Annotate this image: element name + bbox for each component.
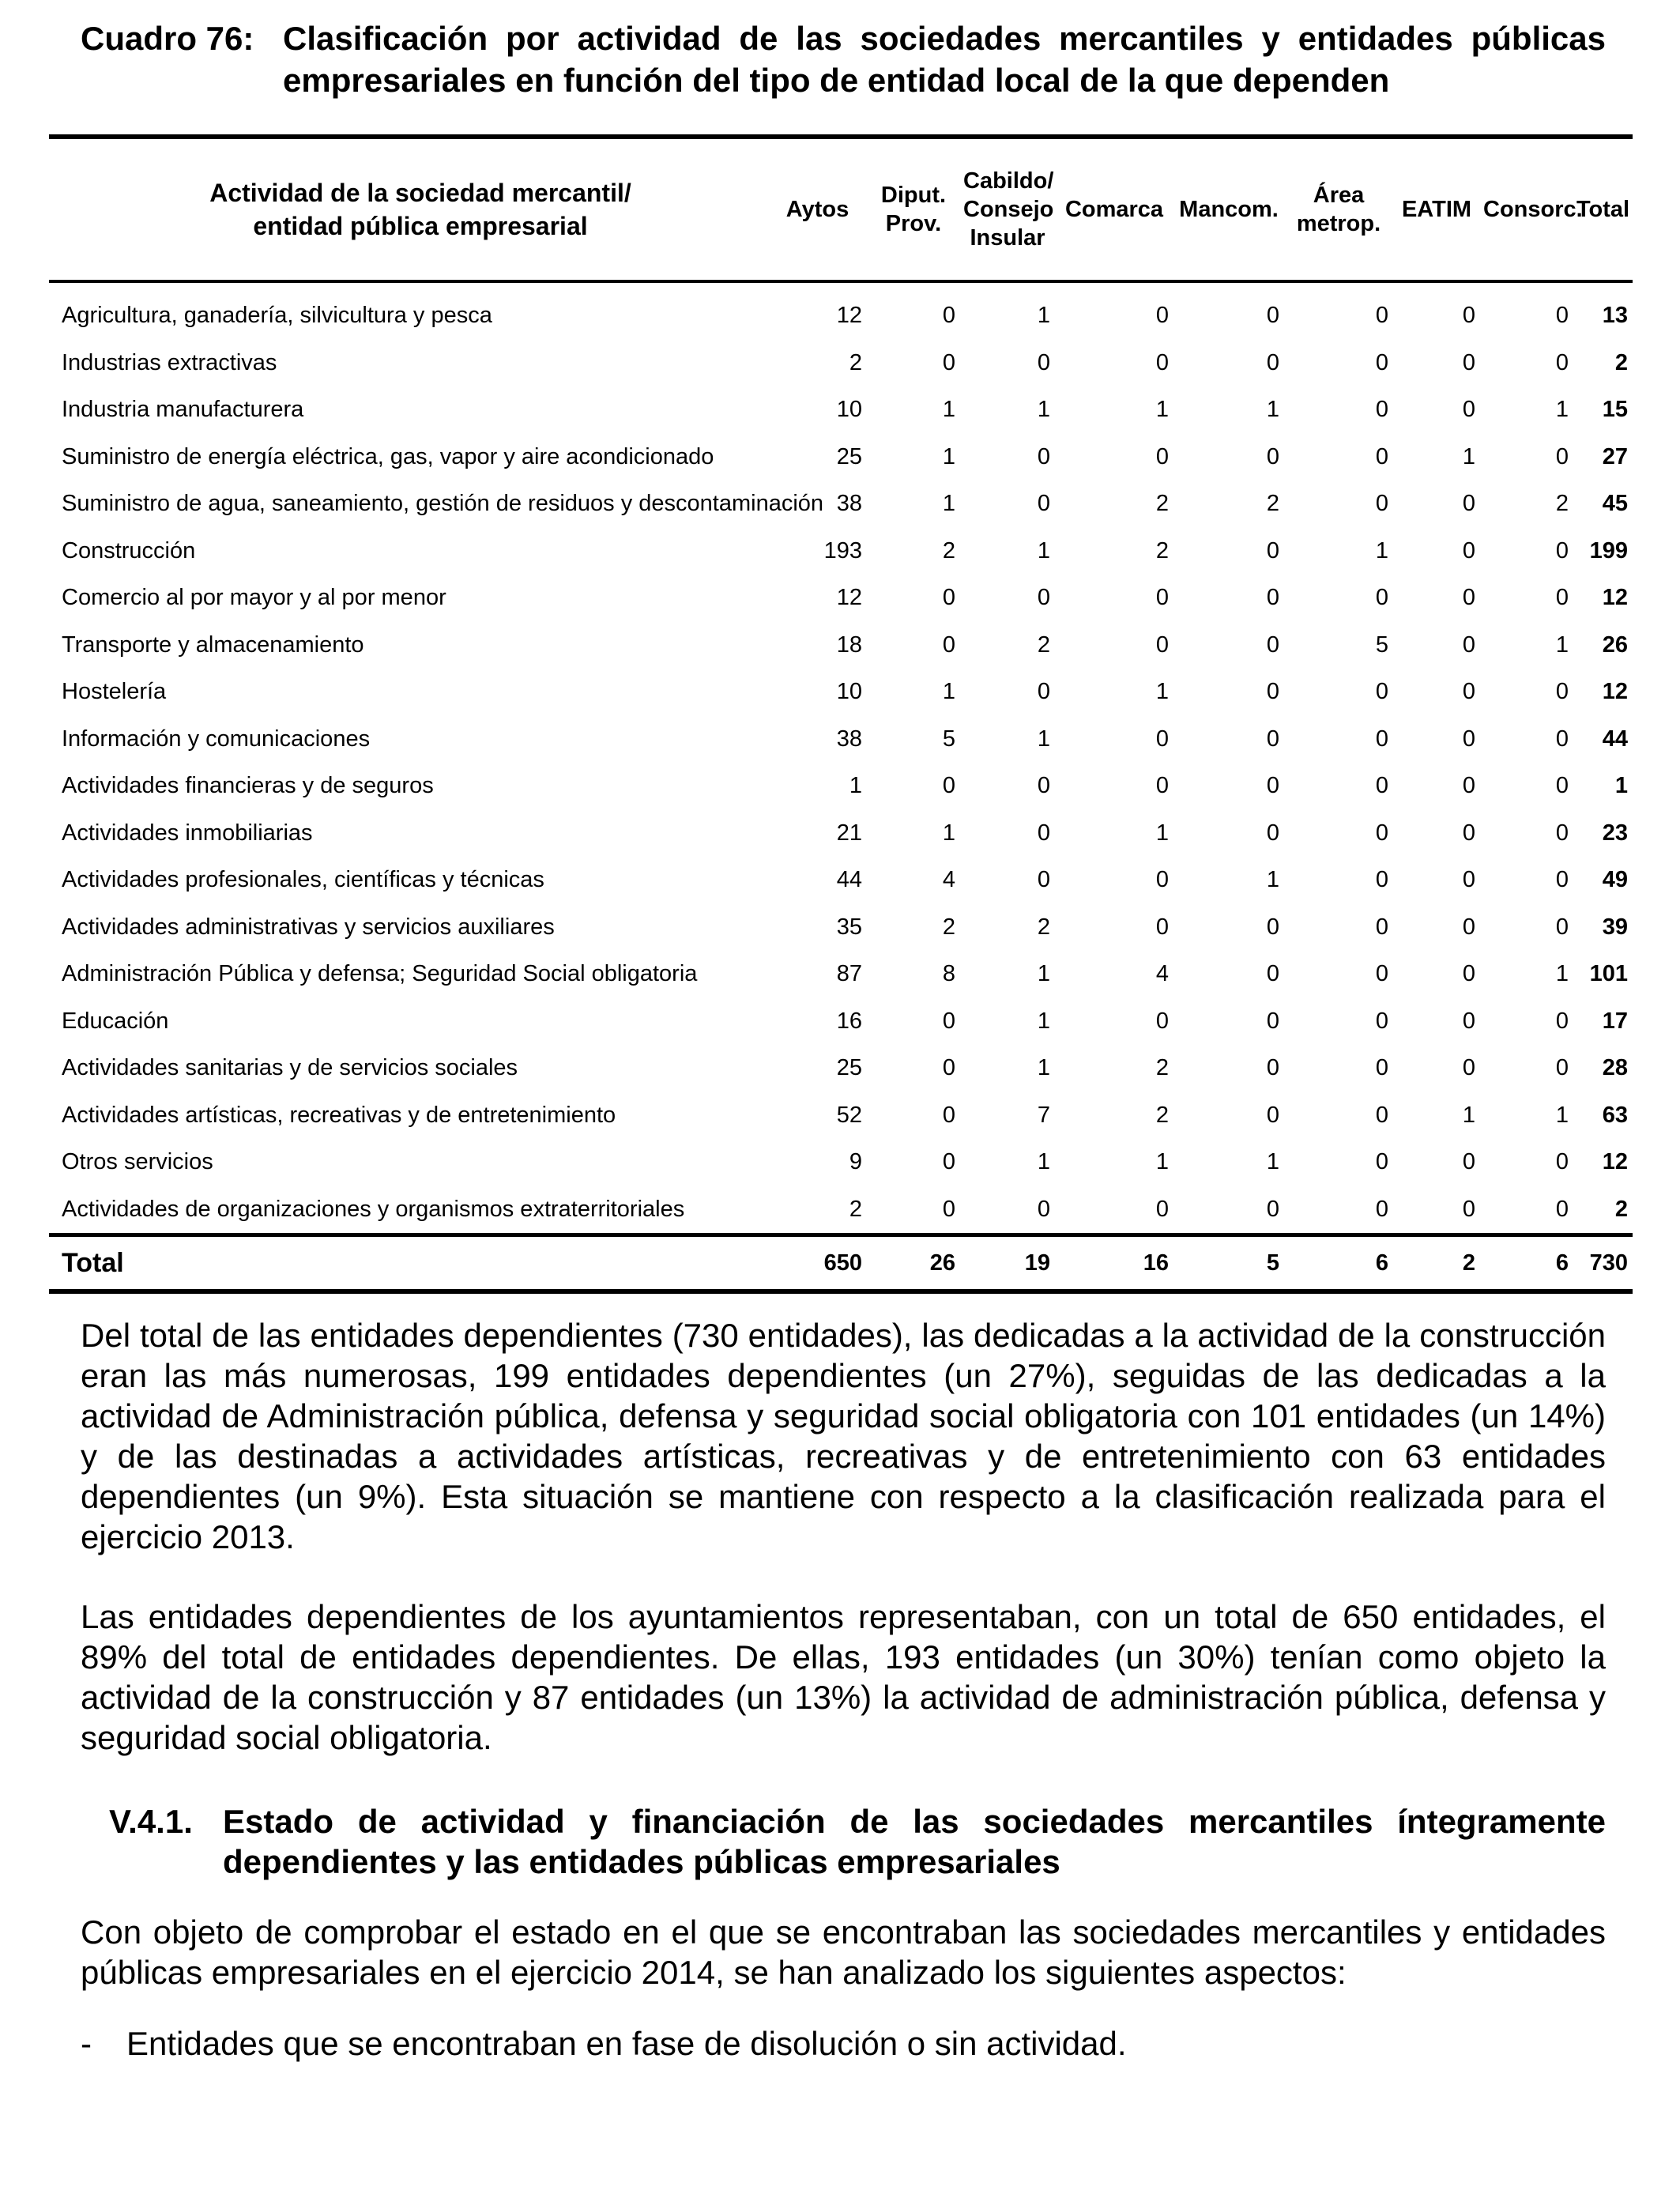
row-value-cell: 1 bbox=[1462, 1102, 1475, 1128]
row-value-cell: 1 bbox=[1155, 679, 1169, 705]
header-diput-line1: Diput. bbox=[880, 183, 947, 208]
total-cell: 2 bbox=[1393, 1235, 1480, 1292]
section-title: Estado de actividad y financiación de las sociedades mercantiles íntegramente dependientes y las entidades públicas empresariales bbox=[223, 1803, 1606, 1880]
row-value-cell: 2 bbox=[1266, 491, 1279, 517]
row-value-cell: 0 bbox=[1462, 679, 1475, 705]
row-value-cell: 0 bbox=[1266, 961, 1279, 987]
row-value-cell: 0 bbox=[1037, 491, 1050, 517]
row-value-cell: 1 bbox=[1375, 537, 1388, 564]
row-value-cell: 0 bbox=[1266, 443, 1279, 469]
row-value-cell: 0 bbox=[1155, 773, 1169, 799]
row-value-cell: 0 bbox=[1555, 679, 1569, 705]
row-value-cell: 0 bbox=[1462, 961, 1475, 987]
row-value-cell: 9 bbox=[849, 1149, 862, 1175]
row-value-cell: 2 bbox=[1155, 1055, 1169, 1081]
row-value-cell: 2 bbox=[1555, 491, 1569, 517]
row-total-cell: 2 bbox=[1614, 349, 1628, 375]
row-value-cell: 0 bbox=[1375, 867, 1388, 893]
row-value-cell: 0 bbox=[1266, 1102, 1279, 1128]
row-value-cell: 0 bbox=[1266, 1055, 1279, 1081]
bullet-item bbox=[81, 2023, 1606, 2064]
row-value-cell: 0 bbox=[1375, 773, 1388, 799]
row-value-cell: 16 bbox=[836, 1008, 862, 1034]
section-number: V.4.1. bbox=[109, 1803, 193, 1840]
row-value-cell: 0 bbox=[942, 1102, 955, 1128]
row-value-cell: 0 bbox=[1375, 1196, 1388, 1222]
row-value-cell: 8 bbox=[942, 961, 955, 987]
row-value-cell: 0 bbox=[1462, 303, 1475, 329]
row-value-cell: 0 bbox=[1462, 491, 1475, 517]
row-value-cell: 0 bbox=[1155, 303, 1169, 329]
row-value-cell: 1 bbox=[1037, 1149, 1050, 1175]
row-activity-label: Actividades inmobiliarias bbox=[62, 820, 313, 846]
row-value-cell: 0 bbox=[1375, 679, 1388, 705]
row-value-cell: 1 bbox=[849, 773, 862, 799]
caption-title: Clasificación por actividad de las sociedades mercantiles y entidades públicas empresariales en función del tipo de entidad local de la que dependen bbox=[283, 20, 1606, 99]
row-value-cell: 1 bbox=[1037, 303, 1050, 329]
row-value-cell: 1 bbox=[942, 397, 955, 423]
row-value-cell: 1 bbox=[1155, 1149, 1169, 1175]
activity-table bbox=[49, 134, 1633, 1294]
row-value-cell: 0 bbox=[1375, 491, 1388, 517]
bullet-text: Entidades que se encontraban en fase de disolución o sin actividad. bbox=[126, 2025, 1127, 2062]
row-value-cell: 0 bbox=[942, 349, 955, 375]
header-area-line2: metrop. bbox=[1296, 211, 1381, 236]
table-caption bbox=[81, 17, 1606, 101]
total-cell: 26 bbox=[867, 1235, 960, 1292]
row-total-cell: 39 bbox=[1602, 914, 1628, 940]
table-row bbox=[49, 1045, 1633, 1092]
row-value-cell: 2 bbox=[1155, 1102, 1169, 1128]
row-value-cell: 0 bbox=[1266, 820, 1279, 846]
row-value-cell: 2 bbox=[1037, 914, 1050, 940]
row-value-cell: 4 bbox=[1155, 961, 1169, 987]
row-value-cell: 0 bbox=[1266, 773, 1279, 799]
header-cabildo-line1: Cabildo/ bbox=[963, 168, 1054, 194]
row-value-cell: 1 bbox=[942, 679, 955, 705]
paragraph-ayuntamientos: Las entidades dependientes de los ayuntamientos representaban, con un total de 650 entidades, el 89% del total de entidades dependientes. De ellas, 193 entidades (un 30%) tenían como objeto la actividad de la construcción y 87 entidades (un 13%) la actividad de administración pública, defensa y seguridad social obligatoria. bbox=[81, 1598, 1606, 1756]
table-row bbox=[49, 1092, 1633, 1140]
row-activity-label: Educación bbox=[62, 1008, 169, 1034]
row-value-cell: 35 bbox=[836, 914, 862, 940]
row-activity-label: Actividades administrativas y servicios auxiliares bbox=[62, 914, 555, 940]
table-row bbox=[49, 810, 1633, 858]
row-activity-label: Industrias extractivas bbox=[62, 349, 277, 375]
row-value-cell: 0 bbox=[1375, 1008, 1388, 1034]
row-value-cell: 0 bbox=[942, 773, 955, 799]
row-value-cell: 0 bbox=[1155, 726, 1169, 752]
row-value-cell: 0 bbox=[1462, 585, 1475, 611]
row-value-cell: 0 bbox=[1375, 820, 1388, 846]
row-value-cell: 0 bbox=[1462, 914, 1475, 940]
row-value-cell: 0 bbox=[1375, 961, 1388, 987]
row-value-cell: 0 bbox=[1375, 726, 1388, 752]
row-value-cell: 0 bbox=[1555, 867, 1569, 893]
row-activity-label: Otros servicios bbox=[62, 1149, 213, 1175]
row-value-cell: 1 bbox=[1555, 961, 1569, 987]
header-total: Total bbox=[1573, 137, 1633, 281]
row-value-cell: 25 bbox=[836, 1055, 862, 1081]
row-value-cell: 0 bbox=[1155, 631, 1169, 658]
row-value-cell: 0 bbox=[1375, 443, 1388, 469]
table-row bbox=[49, 998, 1633, 1046]
total-cell: 19 bbox=[960, 1235, 1055, 1292]
row-activity-label: Agricultura, ganadería, silvicultura y pesca bbox=[62, 303, 492, 329]
row-activity-label: Transporte y almacenamiento bbox=[62, 631, 364, 658]
row-activity-label: Construcción bbox=[62, 537, 196, 564]
paragraph-summary: Del total de las entidades dependientes (730 entidades), las dedicadas a la actividad de la construcción eran las más numerosas, 199 entidades dependientes (un 27%), seguidas de las dedicadas a la actividad de Administración pública, defensa y seguridad social obligatoria con 101 entidades (un 14%) y de las destinadas a actividades artísticas, recreativas y de entretenimiento con 63 entidades dependientes (un 9%). Esta situación se mantiene con respecto a la clasificación realizada para el ejercicio 2013. bbox=[81, 1317, 1606, 1555]
row-activity-label: Hostelería bbox=[62, 679, 167, 705]
row-value-cell: 0 bbox=[1555, 349, 1569, 375]
row-value-cell: 1 bbox=[1037, 726, 1050, 752]
row-value-cell: 0 bbox=[1462, 1149, 1475, 1175]
row-value-cell: 12 bbox=[836, 585, 862, 611]
row-value-cell: 0 bbox=[1555, 1055, 1569, 1081]
row-value-cell: 0 bbox=[942, 585, 955, 611]
table-row bbox=[49, 281, 1633, 340]
row-value-cell: 0 bbox=[1555, 1149, 1569, 1175]
row-value-cell: 10 bbox=[836, 679, 862, 705]
row-value-cell: 0 bbox=[1375, 585, 1388, 611]
row-value-cell: 0 bbox=[1462, 1055, 1475, 1081]
header-activity-line1: Actividad de la sociedad mercantil/ bbox=[209, 179, 631, 207]
header-diput bbox=[867, 137, 960, 281]
row-value-cell: 2 bbox=[849, 1196, 862, 1222]
row-value-cell: 0 bbox=[1037, 679, 1050, 705]
table-row bbox=[49, 434, 1633, 481]
row-value-cell: 0 bbox=[1462, 397, 1475, 423]
row-value-cell: 0 bbox=[1155, 1008, 1169, 1034]
row-total-cell: 15 bbox=[1602, 397, 1628, 423]
row-value-cell: 0 bbox=[1555, 726, 1569, 752]
row-value-cell: 10 bbox=[836, 397, 862, 423]
row-value-cell: 0 bbox=[1037, 585, 1050, 611]
row-value-cell: 1 bbox=[1266, 397, 1279, 423]
row-activity-label: Información y comunicaciones bbox=[62, 726, 371, 752]
row-activity-label: Industria manufacturera bbox=[62, 397, 304, 423]
header-activity-line2: entidad pública empresarial bbox=[253, 212, 588, 240]
row-value-cell: 1 bbox=[1555, 631, 1569, 658]
row-value-cell: 0 bbox=[942, 1055, 955, 1081]
row-total-cell: 1 bbox=[1614, 773, 1628, 799]
row-value-cell: 18 bbox=[836, 631, 862, 658]
table-row bbox=[49, 669, 1633, 716]
row-value-cell: 0 bbox=[942, 1149, 955, 1175]
row-value-cell: 1 bbox=[1555, 1102, 1569, 1128]
row-total-cell: 49 bbox=[1602, 867, 1628, 893]
header-consorc: Consorc. bbox=[1480, 137, 1573, 281]
row-value-cell: 0 bbox=[1155, 585, 1169, 611]
row-value-cell: 2 bbox=[1037, 631, 1050, 658]
row-value-cell: 0 bbox=[1375, 1055, 1388, 1081]
row-value-cell: 1 bbox=[1266, 867, 1279, 893]
row-value-cell: 25 bbox=[836, 443, 862, 469]
table-row bbox=[49, 904, 1633, 952]
row-value-cell: 1 bbox=[942, 820, 955, 846]
row-activity-label: Actividades artísticas, recreativas y de entretenimiento bbox=[62, 1102, 616, 1128]
row-value-cell: 0 bbox=[942, 303, 955, 329]
row-total-cell: 17 bbox=[1602, 1008, 1628, 1034]
paragraph-objeto: Con objeto de comprobar el estado en el que se encontraban las sociedades mercantiles y entidades públicas empresariales en el ejercicio 2014, se han analizado los siguientes aspectos: bbox=[81, 1913, 1606, 1991]
row-value-cell: 0 bbox=[1462, 1008, 1475, 1034]
row-value-cell: 0 bbox=[1155, 914, 1169, 940]
row-value-cell: 5 bbox=[1375, 631, 1388, 658]
row-value-cell: 1 bbox=[1555, 397, 1569, 423]
row-value-cell: 2 bbox=[942, 914, 955, 940]
table-row bbox=[49, 857, 1633, 904]
table-total-row bbox=[49, 1235, 1633, 1292]
row-value-cell: 1 bbox=[1155, 820, 1169, 846]
total-cell: 650 bbox=[768, 1235, 867, 1292]
row-total-cell: 27 bbox=[1602, 443, 1628, 469]
row-value-cell: 38 bbox=[836, 726, 862, 752]
row-value-cell: 0 bbox=[1555, 443, 1569, 469]
row-value-cell: 0 bbox=[1266, 585, 1279, 611]
row-value-cell: 0 bbox=[1266, 914, 1279, 940]
header-activity bbox=[49, 137, 768, 281]
row-value-cell: 2 bbox=[1155, 491, 1169, 517]
table-row bbox=[49, 481, 1633, 528]
row-value-cell: 1 bbox=[1037, 961, 1050, 987]
header-mancom: Mancom. bbox=[1173, 137, 1284, 281]
table-row bbox=[49, 763, 1633, 810]
row-value-cell: 0 bbox=[1555, 820, 1569, 846]
row-value-cell: 1 bbox=[1037, 1008, 1050, 1034]
total-cell: 5 bbox=[1173, 1235, 1284, 1292]
row-value-cell: 38 bbox=[836, 491, 862, 517]
row-value-cell: 12 bbox=[836, 303, 862, 329]
row-activity-label: Actividades de organizaciones y organismos extraterritoriales bbox=[62, 1196, 685, 1222]
row-total-cell: 199 bbox=[1589, 537, 1628, 564]
row-total-cell: 12 bbox=[1602, 585, 1628, 611]
table-row bbox=[49, 1139, 1633, 1186]
header-area bbox=[1284, 137, 1393, 281]
row-value-cell: 0 bbox=[1037, 820, 1050, 846]
row-value-cell: 0 bbox=[1266, 349, 1279, 375]
table-row bbox=[49, 951, 1633, 998]
header-cabildo bbox=[960, 137, 1055, 281]
row-value-cell: 0 bbox=[1266, 679, 1279, 705]
row-value-cell: 52 bbox=[836, 1102, 862, 1128]
row-value-cell: 0 bbox=[1155, 867, 1169, 893]
header-eatim: EATIM bbox=[1393, 137, 1480, 281]
row-value-cell: 0 bbox=[1462, 867, 1475, 893]
row-value-cell: 0 bbox=[1037, 867, 1050, 893]
row-value-cell: 0 bbox=[1155, 1196, 1169, 1222]
row-total-cell: 63 bbox=[1602, 1102, 1628, 1128]
row-total-cell: 26 bbox=[1602, 631, 1628, 658]
table-row bbox=[49, 716, 1633, 763]
row-value-cell: 0 bbox=[1375, 914, 1388, 940]
row-value-cell: 0 bbox=[1266, 537, 1279, 564]
row-value-cell: 0 bbox=[1266, 303, 1279, 329]
row-value-cell: 0 bbox=[1375, 303, 1388, 329]
row-value-cell: 1 bbox=[1155, 397, 1169, 423]
row-activity-label: Actividades profesionales, científicas y técnicas bbox=[62, 867, 544, 893]
row-value-cell: 0 bbox=[1155, 349, 1169, 375]
row-value-cell: 0 bbox=[1555, 773, 1569, 799]
row-activity-label: Comercio al por mayor y al por menor bbox=[62, 585, 446, 611]
header-cabildo-line3: Insular bbox=[970, 225, 1045, 251]
row-value-cell: 193 bbox=[823, 537, 862, 564]
row-value-cell: 1 bbox=[1037, 397, 1050, 423]
table-header-row bbox=[49, 137, 1633, 281]
table-row bbox=[49, 386, 1633, 434]
row-value-cell: 0 bbox=[1555, 537, 1569, 564]
row-value-cell: 87 bbox=[836, 961, 862, 987]
row-value-cell: 0 bbox=[1555, 585, 1569, 611]
row-value-cell: 0 bbox=[1037, 349, 1050, 375]
row-value-cell: 0 bbox=[1375, 1102, 1388, 1128]
row-total-cell: 2 bbox=[1614, 1196, 1628, 1222]
table-row bbox=[49, 340, 1633, 387]
row-value-cell: 2 bbox=[1155, 537, 1169, 564]
row-activity-label: Actividades financieras y de seguros bbox=[62, 773, 434, 799]
row-value-cell: 0 bbox=[1266, 726, 1279, 752]
row-value-cell: 0 bbox=[1555, 914, 1569, 940]
row-total-cell: 12 bbox=[1602, 1149, 1628, 1175]
row-activity-label: Suministro de agua, saneamiento, gestión de residuos y descontaminación bbox=[62, 491, 824, 517]
section-heading bbox=[109, 1801, 1606, 1882]
row-value-cell: 0 bbox=[942, 631, 955, 658]
caption-number: Cuadro 76: bbox=[81, 20, 254, 57]
row-value-cell: 0 bbox=[1462, 820, 1475, 846]
header-cabildo-line2: Consejo bbox=[963, 197, 1054, 222]
row-total-cell: 12 bbox=[1602, 679, 1628, 705]
header-area-line1: Área bbox=[1313, 183, 1365, 208]
total-cell: 16 bbox=[1055, 1235, 1173, 1292]
row-value-cell: 0 bbox=[1037, 1196, 1050, 1222]
table-row bbox=[49, 1186, 1633, 1235]
table-row bbox=[49, 622, 1633, 669]
row-value-cell: 0 bbox=[1555, 303, 1569, 329]
table-row bbox=[49, 575, 1633, 622]
row-value-cell: 21 bbox=[836, 820, 862, 846]
row-value-cell: 0 bbox=[942, 1008, 955, 1034]
header-diput-line2: Prov. bbox=[885, 211, 942, 236]
total-cell: 6 bbox=[1284, 1235, 1393, 1292]
row-value-cell: 2 bbox=[849, 349, 862, 375]
table-body bbox=[49, 281, 1633, 1235]
row-value-cell: 0 bbox=[1155, 443, 1169, 469]
row-value-cell: 0 bbox=[1266, 1008, 1279, 1034]
row-value-cell: 0 bbox=[1462, 349, 1475, 375]
row-value-cell: 1 bbox=[1266, 1149, 1279, 1175]
bullet-dash: - bbox=[81, 2025, 92, 2062]
row-value-cell: 0 bbox=[1037, 773, 1050, 799]
activity-table-container bbox=[49, 134, 1633, 1294]
row-value-cell: 0 bbox=[1462, 631, 1475, 658]
row-value-cell: 0 bbox=[942, 1196, 955, 1222]
row-total-cell: 44 bbox=[1602, 726, 1628, 752]
header-aytos: Aytos bbox=[768, 137, 867, 281]
row-value-cell: 2 bbox=[942, 537, 955, 564]
row-value-cell: 1 bbox=[1037, 537, 1050, 564]
row-value-cell: 0 bbox=[1375, 397, 1388, 423]
row-value-cell: 5 bbox=[942, 726, 955, 752]
row-value-cell: 0 bbox=[1555, 1196, 1569, 1222]
row-value-cell: 0 bbox=[1266, 631, 1279, 658]
row-activity-label: Administración Pública y defensa; Seguridad Social obligatoria bbox=[62, 961, 698, 987]
row-value-cell: 1 bbox=[1037, 1055, 1050, 1081]
row-value-cell: 0 bbox=[1375, 349, 1388, 375]
row-value-cell: 1 bbox=[1462, 443, 1475, 469]
row-value-cell: 4 bbox=[942, 867, 955, 893]
row-value-cell: 0 bbox=[1462, 726, 1475, 752]
row-total-cell: 28 bbox=[1602, 1055, 1628, 1081]
row-total-cell: 13 bbox=[1602, 303, 1628, 329]
row-value-cell: 0 bbox=[1555, 1008, 1569, 1034]
row-value-cell: 0 bbox=[1462, 773, 1475, 799]
total-label: Total bbox=[49, 1235, 768, 1292]
row-value-cell: 0 bbox=[1375, 1149, 1388, 1175]
row-activity-label: Suministro de energía eléctrica, gas, vapor y aire acondicionado bbox=[62, 443, 714, 469]
row-total-cell: 101 bbox=[1589, 961, 1628, 987]
total-cell: 6 bbox=[1480, 1235, 1573, 1292]
row-value-cell: 1 bbox=[942, 443, 955, 469]
row-value-cell: 44 bbox=[836, 867, 862, 893]
header-comarca: Comarca bbox=[1055, 137, 1173, 281]
row-activity-label: Actividades sanitarias y de servicios sociales bbox=[62, 1055, 518, 1081]
row-total-cell: 45 bbox=[1602, 491, 1628, 517]
grand-total-cell: 730 bbox=[1573, 1235, 1633, 1292]
row-value-cell: 1 bbox=[942, 491, 955, 517]
row-total-cell: 23 bbox=[1602, 820, 1628, 846]
row-value-cell: 0 bbox=[1037, 443, 1050, 469]
row-value-cell: 7 bbox=[1037, 1102, 1050, 1128]
row-value-cell: 0 bbox=[1462, 1196, 1475, 1222]
row-value-cell: 0 bbox=[1266, 1196, 1279, 1222]
table-row bbox=[49, 528, 1633, 575]
row-value-cell: 0 bbox=[1462, 537, 1475, 564]
